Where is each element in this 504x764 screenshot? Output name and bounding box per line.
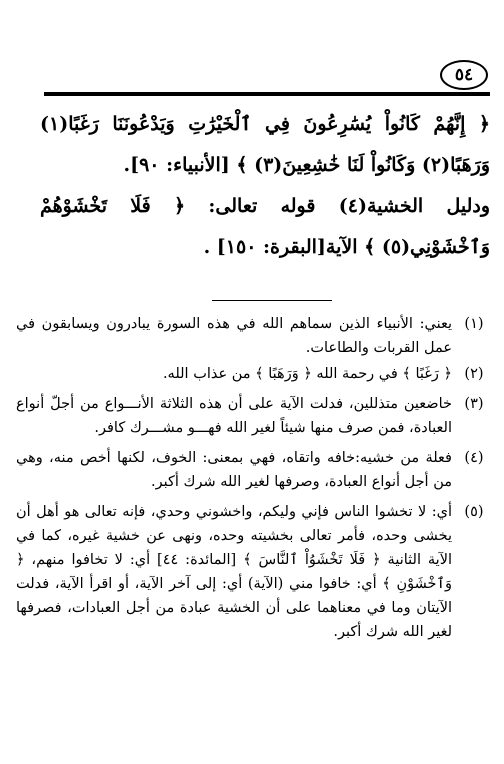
footnote (16, 446, 496, 494)
footnote-number: (٣) (464, 396, 484, 412)
main-text (40, 104, 490, 268)
footnote-number: (١) (464, 316, 484, 332)
header-rule (44, 92, 490, 96)
footnote-text: أي: لا تخشوا الناس فإني وليكم، واخشوني وحدي، فإنه تعالى هو أهل أن يخشى وحده، فأمر تعالى بخشيته وحده، ونهى عن خشية غيره، كما في الآية الثانية ﴿ فَلَا تَخْشَوُاْ ٱلنَّاسَ ﴾ [المائدة: ٤٤] أي: لا تخافوا منهم، ﴿ وَٱخْشَوْنِ ﴾ أي: خافوا مني (الآية) أي: إلى آخر الآية، أو اقرأ الآية، فدلت الآيتان وما في معناهما على أن الخشية عبادة من أجل العبادات، فصرفها لغير الله شرك أكبر. (16, 504, 452, 640)
footnote-number: (٢) (464, 366, 484, 382)
footnote (16, 500, 496, 644)
footnote-number: (٤) (464, 450, 484, 466)
footnote-number: (٥) (464, 504, 484, 520)
footnote (16, 362, 496, 386)
footnote-text: فعلة من خشيه:خافه واتقاه، فهي بمعنى: الخوف، لكنها أخص منه، وهي من أجل أنواع العبادة، وصرفها لغير الله شرك أكبر. (16, 450, 452, 490)
footnote-text: خاضعين متذللين، فدلت الآية على أن هذه الثلاثة الأنـــواع من أجلّ أنواع العبادة، فمن صرف منها شيئاً لغير الله فهـــو مشـــرك كافر. (16, 396, 452, 436)
khashyah-evidence-paragraph: ودليل الخشية(٤) قوله تعالى: ﴿ فَلَا تَخْشَوْهُمْ وَٱخْشَوْنِي(٥) ﴾ الآية[البقرة: ١٥٠] . (40, 195, 491, 258)
footnote (16, 392, 496, 440)
page-number: ٥٤ (440, 60, 488, 90)
footnote-text: ﴿ رَغَبًا ﴾ في رحمة الله ﴿ وَرَهَبًا ﴾ من عذاب الله. (162, 366, 452, 382)
footnotes (16, 312, 496, 644)
quran-verse-paragraph: ﴿ إِنَّهُمْ كَانُواْ يُسَٰرِعُونَ فِي ٱلْخَيْرَٰتِ وَيَدْعُونَنَا رَغَبًا(١) وَرَهَبًا(٢) وَكَانُواْ لَنَا خَٰشِعِينَ(٣) ﴾ [الأنبياء: ٩٠]. (40, 113, 490, 176)
footnote-separator (212, 300, 332, 301)
footnote-text: يعني: الأنبياء الذين سماهم الله في هذه السورة يبادرون ويسابقون في عمل القربات والطاعات. (16, 316, 452, 356)
footnote (16, 312, 496, 360)
